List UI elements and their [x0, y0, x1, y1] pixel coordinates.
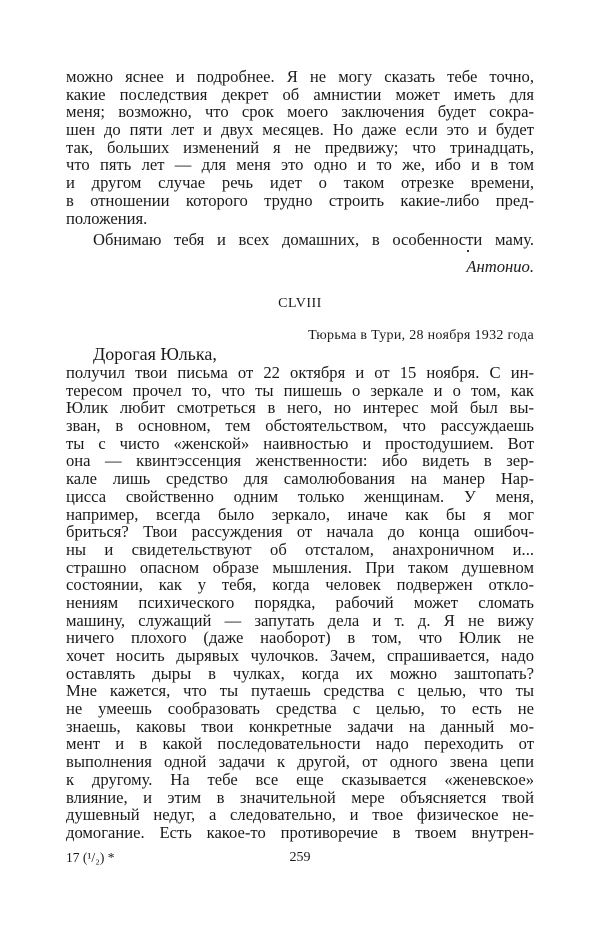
text-line: какие последствия декрет об амнистии может иметь для [66, 84, 534, 104]
text-line: бриться? Твои рассуждения от начала до конца ошибоч- [66, 522, 534, 542]
letter-body-paragraph [66, 364, 534, 842]
closing-line: Обнимаю тебя и всех домашних, в особенности маму. [93, 230, 534, 249]
text-line: знаешь, каковы твои конкретные задачи на данный мо- [66, 716, 534, 736]
text-line: страшно опасном образе мышления. При таком душевном [66, 557, 534, 577]
letter-number-heading: CLVIII [278, 296, 322, 311]
paragraph-continued [66, 68, 534, 227]
dateline: Тюрьма в Тури, 28 ноября 1932 года [308, 328, 534, 343]
signature: Антонио. [466, 257, 534, 276]
text-line: она — квинтэссенция женственности: ибо видеть в зер- [66, 451, 534, 471]
text-line: Юлик любит смотреться в него, но интерес мой был вы- [66, 398, 534, 418]
text-line: тересом прочел то, что ты пишешь о зеркале и о том, как [66, 380, 534, 400]
text-line: ты с чисто «женской» наивностью и простодушием. Вот [66, 433, 534, 453]
printer-signature-mark: 17 (¹/₂) * [66, 850, 115, 865]
text-line: цисса свойственно одним только женщинам. У меня, [66, 486, 534, 506]
text-line: ничего плохого (даже наоборот) в том, что Юлик не [66, 628, 534, 648]
text-line: зван, в основном, тем обстоятельством, что рассуждаешь [66, 416, 534, 436]
text-line: шен до пяти лет и двух месяцев. Но даже если это и будет [66, 120, 534, 140]
text-line: нениям психического порядка, рабочий может сломать [66, 592, 534, 612]
text-line: не умеешь сообразовать средства с целью, то есть не [66, 699, 534, 719]
text-line: домогание. Есть какое-то противоречие в твоем внутрен- [66, 822, 534, 842]
text-line: состоянии, как у тебя, когда человек подвержен откло- [66, 575, 534, 595]
text-line: и другом случае речь идет о таком отрезке времени, [66, 173, 534, 193]
page-number: 259 [289, 850, 311, 865]
text-line: можно яснее и подробнее. Я не могу сказать тебе точно, [66, 67, 534, 86]
text-line: оставлять дыры в чулках, когда их можно заштопать? [66, 663, 534, 683]
text-line: Мне кажется, что ты путаешь средства с целью, что ты [66, 681, 534, 701]
text-line: например, всегда было зеркало, иначе как бы я мог [66, 504, 534, 524]
text-line: мент и в какой последовательности надо переходить от [66, 734, 534, 754]
text-line: получил твои письма от 22 октября и от 15 ноября. С ин- [66, 363, 534, 382]
text-line: к другому. На тебе все еще сказывается «женевское» [66, 769, 534, 789]
text-line: машину, служащий — запутать дела и т. д. Я не вижу [66, 610, 534, 630]
text-line: влияние, и этим в значительной мере объясняется твой [66, 787, 534, 807]
text-line: выполнения одной задачи к другой, от одного звена цепи [66, 752, 534, 772]
text-line: ны и свидетельствуют об отсталом, анахроничном и... [66, 539, 534, 559]
text-line: положения. [66, 208, 148, 228]
text-line: меня; возможно, что срок моего заключения будет сокра- [66, 102, 534, 122]
text-line: так, больших изменений я не предвижу; что тринадцать, [66, 137, 534, 157]
text-line: что пять лет — для меня это одно и то же, ибо и в том [66, 155, 534, 175]
text-line: хочет носить дырявых чулочков. Зачем, спрашивается, надо [66, 646, 534, 665]
text-line: кале лишь средство для самолюбования на манер Нар- [66, 469, 534, 489]
text-line: душевный недуг, а следовательно, и твое физическое не- [66, 805, 534, 825]
text-line: в отношении которого трудно строить какие-либо пред- [66, 190, 534, 210]
greeting: Дорогая Юлька, [93, 344, 217, 364]
print-speck [467, 250, 469, 252]
